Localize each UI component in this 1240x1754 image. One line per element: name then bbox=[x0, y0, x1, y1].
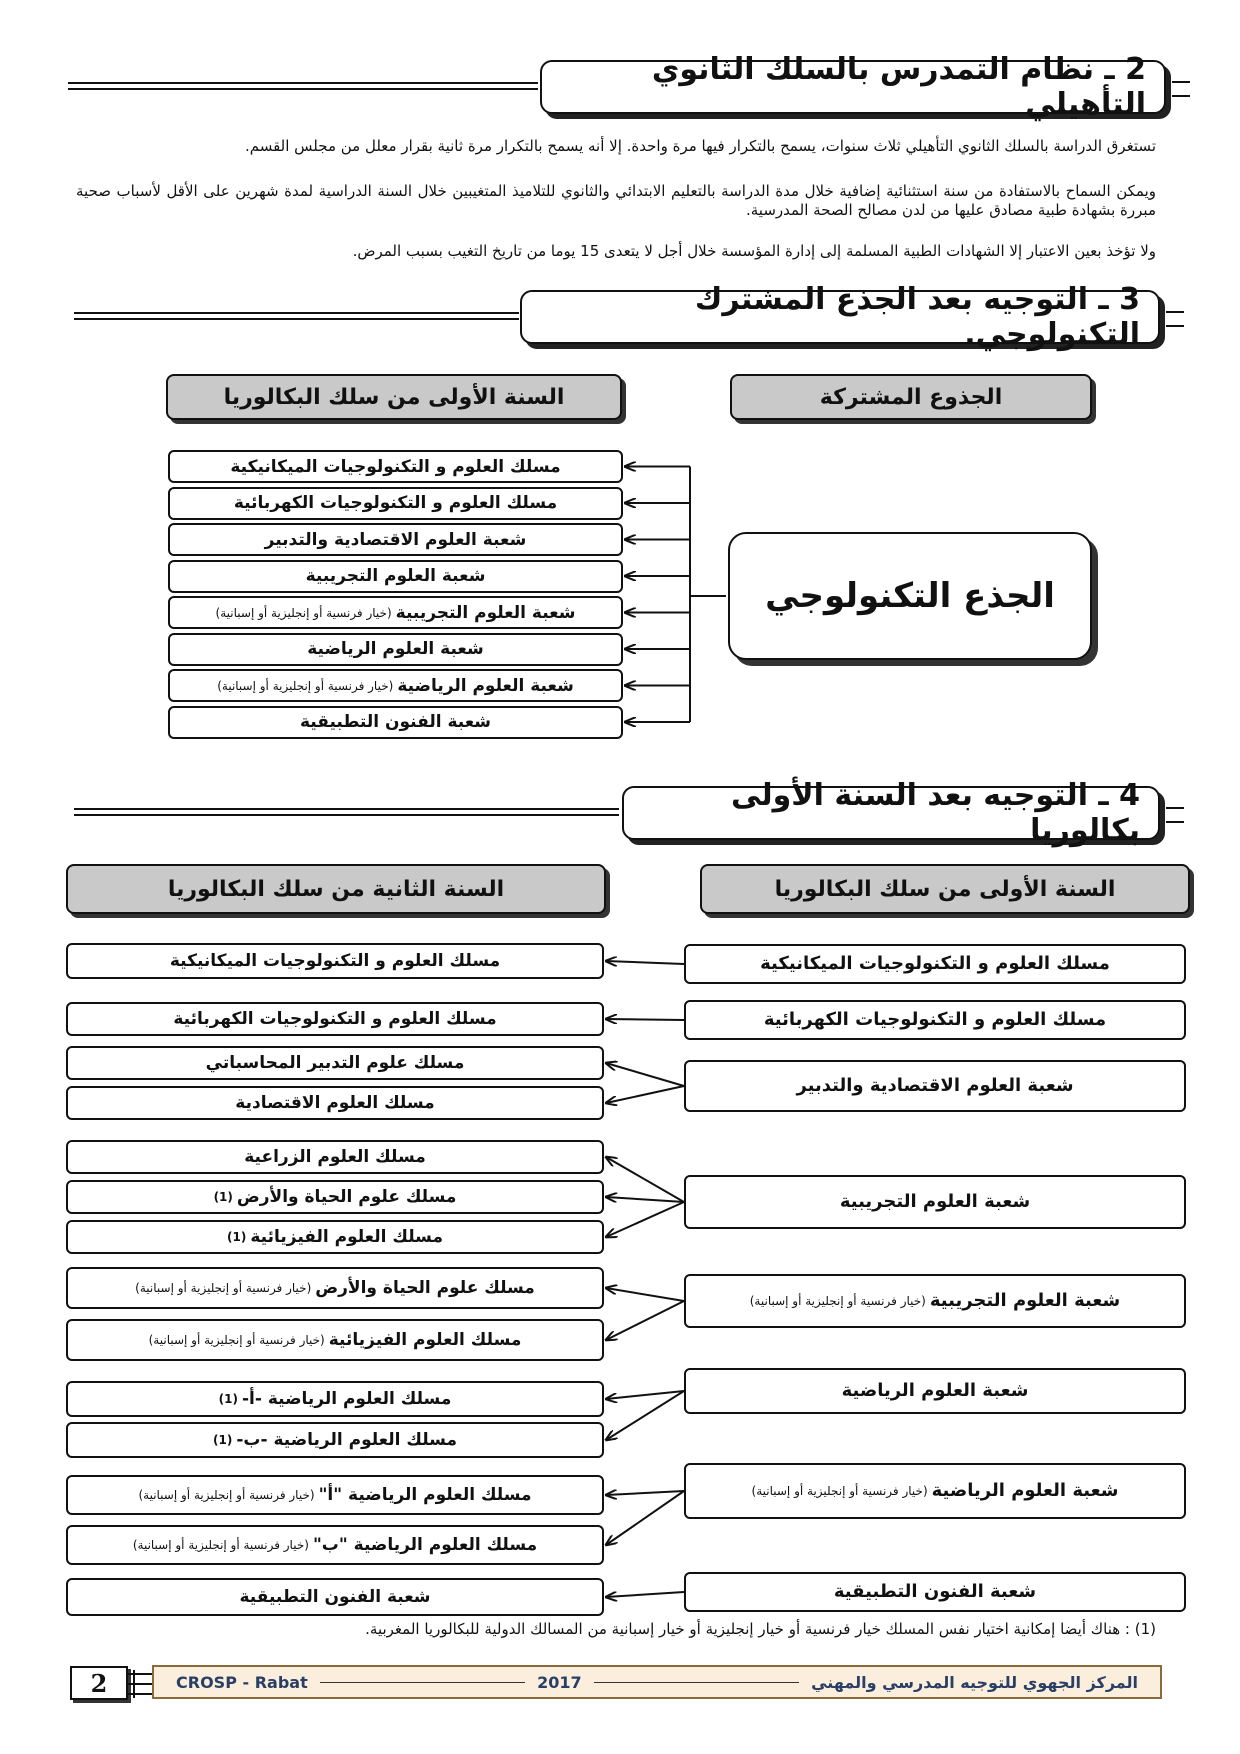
section3-track-box-label: شعبة العلوم التجريبية bbox=[395, 602, 576, 623]
footnote: (1) : هناك أيضا إمكانية اختيار نفس المسلك خيار فرنسية أو خيار إنجليزية أو خيار إسبانية من المسالك الدولية للبكالوريا المغربية. bbox=[365, 1620, 1156, 1638]
section4-second-year-box-label: مسلك العلوم الفيزيائية bbox=[328, 1330, 522, 1350]
section4-second-year-box-option-note: (خيار فرنسية أو إنجليزية أو إسبانية) bbox=[135, 1281, 312, 1295]
section4-arrow bbox=[606, 1491, 684, 1545]
section2-paragraph-2: ويمكن السماح بالاستفادة من سنة استثنائية إضافية خلال مدة الدراسة بالتعليم الابتدائي والثانوي للتلاميذ المتغيبين خلال السنة الدراسية لمدة شهرين على الأقل لأسباب صحية مبررة بشهادة طبية مصادق عليها من لدن مصالح الصحة المدرسية. bbox=[76, 182, 1156, 219]
section4-second-year-box-label: مسلك علوم الحياة والأرض bbox=[315, 1278, 535, 1298]
footer-year: 2017 bbox=[537, 1672, 582, 1692]
section4-arrow bbox=[606, 1592, 684, 1597]
section4-arrow bbox=[606, 1197, 684, 1202]
section4-arrow bbox=[606, 1157, 684, 1202]
footer-left: CROSP - Rabat bbox=[176, 1672, 308, 1692]
section4-first-year-box-label: شعبة العلوم التجريبية bbox=[929, 1290, 1121, 1311]
footer-dash bbox=[594, 1682, 799, 1683]
section4-second-year-box-label: مسلك علوم التدبير المحاسباتي bbox=[205, 1053, 465, 1073]
section3-title-text: 3 ـ التوجيه بعد الجذع المشترك التكنولوجي. bbox=[694, 282, 1140, 352]
section4-first-year-box-label: شعبة الفنون التطبيقية bbox=[833, 1581, 1037, 1602]
section3-track-box-option-note: (خيار فرنسية أو إنجليزية أو إسبانية) bbox=[217, 678, 394, 693]
section4-second-year-box-label: مسلك العلوم الفيزيائية bbox=[250, 1227, 443, 1247]
section3-track-box-option-note: (خيار فرنسية أو إنجليزية أو إسبانية) bbox=[215, 605, 392, 620]
section4-arrow bbox=[606, 1491, 684, 1495]
section3-track-box-label: شعبة العلوم الاقتصادية والتدبير bbox=[264, 529, 527, 550]
section4-second-year-box-label: مسلك العلوم الرياضية -ب- bbox=[236, 1430, 457, 1450]
section3-connectors bbox=[625, 467, 726, 723]
section4-connectors bbox=[606, 961, 684, 1597]
section4-second-year-box-label: مسلك العلوم و التكنولوجيات الكهربائية bbox=[173, 1009, 497, 1029]
section4-arrow bbox=[606, 961, 684, 964]
section4-first-year-box-option-note: (خيار فرنسية أو إنجليزية أو إسبانية) bbox=[749, 1294, 926, 1308]
section4-header-first-year: السنة الأولى من سلك البكالوريا bbox=[700, 864, 1190, 914]
section4-first-year-box-label: شعبة العلوم التجريبية bbox=[839, 1191, 1031, 1212]
section4-arrow bbox=[606, 1019, 684, 1020]
section3-header-common-stems: الجذوع المشتركة bbox=[730, 374, 1092, 420]
section4-second-year-box-label: مسلك العلوم الزراعية bbox=[244, 1147, 426, 1167]
section4-second-year-box-footnote-mark: (1) bbox=[213, 1190, 233, 1204]
section4-first-year-box-label: شعبة العلوم الرياضية bbox=[841, 1380, 1029, 1401]
section3-track-box-label: شعبة العلوم الرياضية bbox=[307, 639, 484, 659]
section4-second-year-box-label: مسلك العلوم الرياضية -أ- bbox=[241, 1389, 452, 1409]
section4-arrow bbox=[606, 1301, 684, 1340]
section2-paragraph-3: ولا تؤخذ بعين الاعتبار إلا الشهادات الطبية المسلمة إلى إدارة المؤسسة خلال أجل لا يتعدى 15 يوما من تاريخ التغيب بسبب المرض. bbox=[352, 242, 1156, 260]
section4-second-year-box-label: مسلك العلوم الرياضية "ب" bbox=[312, 1535, 538, 1555]
section4-second-year-box-label: مسلك العلوم الرياضية "أ" bbox=[318, 1485, 532, 1505]
section4-second-year-box-option-note: (خيار فرنسية أو إنجليزية أو إسبانية) bbox=[148, 1333, 325, 1347]
section3-track-box-label: شعبة الفنون التطبيقية bbox=[299, 712, 492, 732]
section4-first-year-box-label: مسلك العلوم و التكنولوجيات الكهربائية bbox=[763, 1009, 1107, 1030]
section3-track-box-label: مسلك العلوم و التكنولوجيات الميكانيكية bbox=[230, 456, 561, 477]
technological-stem-box: الجذع التكنولوجي bbox=[728, 532, 1092, 660]
section4-arrow bbox=[606, 1288, 684, 1301]
page-number: 2 bbox=[70, 1666, 128, 1700]
section4-title-text: 4 ـ التوجيه بعد السنة الأولى بكالوريا bbox=[731, 778, 1140, 848]
section4-second-year-box-label: شعبة الفنون التطبيقية bbox=[239, 1587, 431, 1607]
section4-second-year-box-footnote-mark: (1) bbox=[227, 1230, 247, 1244]
section4-arrow bbox=[606, 1202, 684, 1237]
section3-track-box-label: شعبة العلوم التجريبية bbox=[305, 566, 486, 586]
section3-track-box-label: مسلك العلوم و التكنولوجيات الكهربائية bbox=[233, 493, 558, 513]
section4-first-year-box-label: شعبة العلوم الاقتصادية والتدبير bbox=[796, 1075, 1074, 1096]
section4-second-year-box-label: مسلك علوم الحياة والأرض bbox=[236, 1187, 457, 1207]
section2-paragraph-1: تستغرق الدراسة بالسلك الثانوي التأهيلي ثلاث سنوات، يسمح بالتكرار فيها مرة واحدة. إلا أنه يسمح بالتكرار مرة ثانية بقرار معلل من مجلس القسم. bbox=[244, 137, 1156, 155]
section4-second-year-box-footnote-mark: (1) bbox=[213, 1433, 233, 1447]
section3-track-box-label: شعبة العلوم الرياضية bbox=[397, 675, 574, 696]
section4-first-year-box-label: مسلك العلوم و التكنولوجيات الميكانيكية bbox=[760, 953, 1110, 974]
section4-second-year-box-footnote-mark: (1) bbox=[218, 1392, 238, 1406]
section4-second-year-box-option-note: (خيار فرنسية أو إنجليزية أو إسبانية) bbox=[138, 1488, 315, 1502]
footer-bar bbox=[152, 1665, 1162, 1699]
section4-first-year-box-label: شعبة العلوم الرياضية bbox=[931, 1480, 1119, 1501]
section4-arrow bbox=[606, 1086, 684, 1103]
footer-right: المركز الجهوي للتوجيه المدرسي والمهني bbox=[811, 1672, 1138, 1692]
section4-second-year-box-label: مسلك العلوم و التكنولوجيات الميكانيكية bbox=[169, 951, 501, 971]
section4-arrow bbox=[606, 1063, 684, 1086]
section4-first-year-box-option-note: (خيار فرنسية أو إنجليزية أو إسبانية) bbox=[751, 1484, 928, 1498]
section4-header-second-year: السنة الثانية من سلك البكالوريا bbox=[66, 864, 606, 914]
footer-dash bbox=[320, 1682, 525, 1683]
section2-title-text: 2 ـ نظام التمدرس بالسلك الثانوي التأهيلي bbox=[651, 52, 1146, 122]
section4-second-year-box-option-note: (خيار فرنسية أو إنجليزية أو إسبانية) bbox=[132, 1538, 309, 1552]
section3-header-first-year: السنة الأولى من سلك البكالوريا bbox=[166, 374, 622, 420]
section4-second-year-box-label: مسلك العلوم الاقتصادية bbox=[235, 1093, 435, 1113]
footer-bracket bbox=[128, 1668, 154, 1700]
